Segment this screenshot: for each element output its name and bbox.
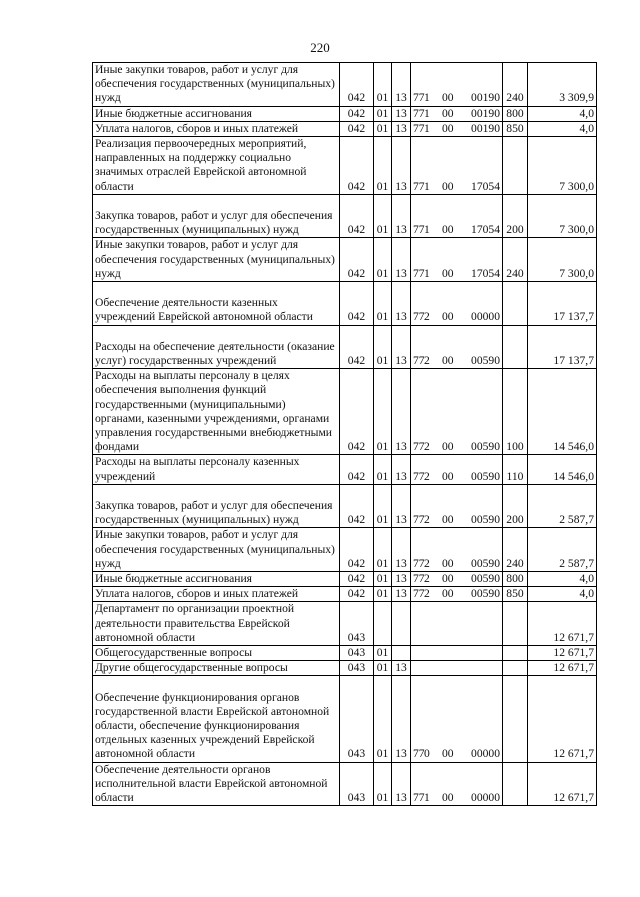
target-article-part: 2 — [424, 354, 430, 368]
amount: 2 587,7 — [528, 484, 597, 528]
glava-code: 043 — [340, 676, 374, 762]
section-code: 01 — [374, 121, 392, 136]
target-article-part: 77 — [413, 310, 425, 324]
target-article-part: 1 — [424, 121, 430, 135]
amount: 7 300,0 — [528, 194, 597, 238]
row-name: Реализация первоочередных мероприятий, направленных на поддержку социально значимых отраслей Еврейской автономной области — [93, 137, 340, 195]
table-row — [93, 587, 597, 602]
target-article-part: 00 — [442, 469, 454, 483]
target-article-part: 00190 — [471, 106, 500, 120]
target-article-code — [411, 484, 503, 528]
row-name: Иные бюджетные ассигнования — [93, 572, 340, 587]
target-article-part: 77 — [413, 469, 425, 483]
glava-code: 043 — [340, 762, 374, 806]
section-code: 01 — [374, 572, 392, 587]
row-name: Расходы на выплаты персоналу казенных учреждений — [93, 455, 340, 484]
section-code: 01 — [374, 325, 392, 369]
target-article-part: 00590 — [471, 587, 500, 601]
glava-code: 042 — [340, 587, 374, 602]
expense-type-code — [503, 676, 528, 762]
table-row — [93, 646, 597, 661]
amount: 12 671,7 — [528, 646, 597, 661]
glava-code: 042 — [340, 572, 374, 587]
row-name: Закупка товаров, работ и услуг для обеспечения государственных (муниципальных) нужд — [93, 484, 340, 528]
subsection-code: 13 — [392, 587, 411, 602]
expense-type-code: 800 — [503, 572, 528, 587]
row-name: Расходы на обеспечение деятельности (оказание услуг) государственных учреждений — [93, 325, 340, 369]
subsection-code: 13 — [392, 455, 411, 484]
target-article-code — [411, 121, 503, 136]
row-name: Другие общегосударственные вопросы — [93, 661, 340, 676]
target-article-part: 00 — [442, 179, 454, 193]
page-number: 220 — [310, 40, 330, 55]
glava-code: 042 — [340, 238, 374, 282]
target-article-part: 1 — [424, 266, 430, 280]
subsection-code: 13 — [392, 63, 411, 107]
amount: 14 546,0 — [528, 455, 597, 484]
glava-code: 042 — [340, 282, 374, 326]
expense-type-code — [503, 325, 528, 369]
target-article-part: 2 — [424, 556, 430, 570]
target-article-part: 2 — [424, 513, 430, 527]
table-row — [93, 325, 597, 369]
target-article-part: 77 — [413, 556, 425, 570]
subsection-code: 13 — [392, 194, 411, 238]
section-code: 01 — [374, 676, 392, 762]
expense-type-code — [503, 282, 528, 326]
target-article-part: 0 — [424, 747, 430, 761]
table-row — [93, 762, 597, 806]
amount: 2 587,7 — [528, 528, 597, 572]
target-article-code — [411, 282, 503, 326]
target-article-part: 77 — [413, 572, 425, 586]
target-article-part: 2 — [424, 572, 430, 586]
target-article-code — [411, 646, 503, 661]
row-name: Обеспечение деятельности органов исполнительной власти Еврейской автономной области — [93, 762, 340, 806]
target-article-part: 00190 — [471, 91, 500, 105]
table-row — [93, 676, 597, 762]
target-article-part: 17054 — [471, 266, 500, 280]
glava-code: 042 — [340, 484, 374, 528]
target-article-part: 00 — [442, 266, 454, 280]
section-code: 01 — [374, 455, 392, 484]
target-article-part: 1 — [424, 179, 430, 193]
row-name: Обеспечение деятельности казенных учреждений Еврейской автономной области — [93, 282, 340, 326]
target-article-part: 77 — [413, 179, 425, 193]
subsection-code: 13 — [392, 369, 411, 455]
target-article-part: 77 — [413, 440, 425, 454]
table-row — [93, 602, 597, 646]
subsection-code: 13 — [392, 121, 411, 136]
target-article-part: 77 — [413, 106, 425, 120]
target-article-part: 77 — [413, 747, 425, 761]
target-article-part: 00 — [442, 223, 454, 237]
target-article-part: 00000 — [471, 791, 500, 805]
subsection-code — [392, 602, 411, 646]
section-code: 01 — [374, 661, 392, 676]
row-name: Уплата налогов, сборов и иных платежей — [93, 587, 340, 602]
target-article-part: 00 — [442, 91, 454, 105]
table-row — [93, 137, 597, 195]
target-article-part: 00 — [442, 440, 454, 454]
target-article-part: 00 — [442, 747, 454, 761]
target-article-part: 2 — [424, 469, 430, 483]
row-name: Уплата налогов, сборов и иных платежей — [93, 121, 340, 136]
target-article-part: 77 — [413, 121, 425, 135]
section-code: 01 — [374, 106, 392, 121]
target-article-part: 1 — [424, 106, 430, 120]
subsection-code: 13 — [392, 762, 411, 806]
target-article-code — [411, 661, 503, 676]
glava-code: 042 — [340, 121, 374, 136]
target-article-part: 00000 — [471, 310, 500, 324]
target-article-part: 1 — [424, 223, 430, 237]
glava-code: 043 — [340, 661, 374, 676]
target-article-part: 1 — [424, 791, 430, 805]
table-row — [93, 661, 597, 676]
target-article-code — [411, 762, 503, 806]
target-article-part: 00 — [442, 121, 454, 135]
glava-code: 042 — [340, 528, 374, 572]
target-article-part: 77 — [413, 587, 425, 601]
table-row — [93, 455, 597, 484]
table-row — [93, 282, 597, 326]
subsection-code: 13 — [392, 325, 411, 369]
row-name: Закупка товаров, работ и услуг для обеспечения государственных (муниципальных) нужд — [93, 194, 340, 238]
expense-type-code — [503, 602, 528, 646]
row-name: Обеспечение функционирования органов государственной власти Еврейской автономной области, обеспечение функционирования отдельных казенных учреждений Еврейской автономной области — [93, 676, 340, 762]
glava-code: 042 — [340, 106, 374, 121]
target-article-part: 77 — [413, 91, 425, 105]
table-row — [93, 106, 597, 121]
target-article-part: 00 — [442, 106, 454, 120]
row-name: Расходы на выплаты персоналу в целях обеспечения выполнения функций государственными (муниципальными) органами, казенными учреждениями, органами управления государственными внебюджетными фондами — [93, 369, 340, 455]
amount: 12 671,7 — [528, 676, 597, 762]
target-article-code — [411, 325, 503, 369]
row-name: Общегосударственные вопросы — [93, 646, 340, 661]
row-name: Иные закупки товаров, работ и услуг для обеспечения государственных (муниципальных) нужд — [93, 238, 340, 282]
target-article-part: 2 — [424, 440, 430, 454]
target-article-part: 00590 — [471, 572, 500, 586]
target-article-part: 77 — [413, 791, 425, 805]
glava-code: 042 — [340, 194, 374, 238]
target-article-part: 00 — [442, 354, 454, 368]
target-article-code — [411, 238, 503, 282]
table-row — [93, 121, 597, 136]
section-code: 01 — [374, 646, 392, 661]
expense-type-code: 200 — [503, 484, 528, 528]
target-article-code — [411, 587, 503, 602]
target-article-code — [411, 194, 503, 238]
target-article-part: 00 — [442, 556, 454, 570]
amount: 14 546,0 — [528, 369, 597, 455]
target-article-code — [411, 369, 503, 455]
target-article-code — [411, 455, 503, 484]
glava-code: 043 — [340, 646, 374, 661]
subsection-code — [392, 646, 411, 661]
row-name: Иные закупки товаров, работ и услуг для обеспечения государственных (муниципальных) нужд — [93, 528, 340, 572]
target-article-part: 00590 — [471, 354, 500, 368]
budget-table — [92, 62, 597, 806]
amount: 12 671,7 — [528, 762, 597, 806]
section-code: 01 — [374, 194, 392, 238]
expense-type-code: 850 — [503, 121, 528, 136]
target-article-part: 2 — [424, 310, 430, 324]
section-code: 01 — [374, 369, 392, 455]
target-article-part: 00 — [442, 513, 454, 527]
glava-code: 042 — [340, 369, 374, 455]
target-article-part: 2 — [424, 587, 430, 601]
amount: 3 309,9 — [528, 63, 597, 107]
expense-type-code: 200 — [503, 194, 528, 238]
expense-type-code: 240 — [503, 238, 528, 282]
target-article-part: 00000 — [471, 747, 500, 761]
subsection-code: 13 — [392, 528, 411, 572]
glava-code: 042 — [340, 137, 374, 195]
expense-type-code — [503, 646, 528, 661]
table-row — [93, 63, 597, 107]
section-code: 01 — [374, 528, 392, 572]
glava-code: 043 — [340, 602, 374, 646]
target-article-part: 77 — [413, 354, 425, 368]
section-code: 01 — [374, 762, 392, 806]
target-article-code — [411, 63, 503, 107]
target-article-part: 00590 — [471, 556, 500, 570]
target-article-part: 17054 — [471, 223, 500, 237]
amount: 7 300,0 — [528, 238, 597, 282]
target-article-part: 00590 — [471, 513, 500, 527]
amount: 7 300,0 — [528, 137, 597, 195]
target-article-code — [411, 602, 503, 646]
subsection-code: 13 — [392, 238, 411, 282]
target-article-part: 77 — [413, 223, 425, 237]
amount: 4,0 — [528, 121, 597, 136]
target-article-code — [411, 528, 503, 572]
amount: 17 137,7 — [528, 282, 597, 326]
table-row — [93, 194, 597, 238]
amount: 4,0 — [528, 587, 597, 602]
subsection-code: 13 — [392, 676, 411, 762]
expense-type-code — [503, 661, 528, 676]
amount: 4,0 — [528, 106, 597, 121]
target-article-part: 77 — [413, 513, 425, 527]
target-article-part: 00 — [442, 572, 454, 586]
expense-type-code — [503, 137, 528, 195]
table-row — [93, 572, 597, 587]
target-article-part: 00 — [442, 791, 454, 805]
section-code: 01 — [374, 587, 392, 602]
table-row — [93, 528, 597, 572]
expense-type-code: 110 — [503, 455, 528, 484]
glava-code: 042 — [340, 325, 374, 369]
expense-type-code — [503, 762, 528, 806]
expense-type-code: 240 — [503, 528, 528, 572]
target-article-part: 77 — [413, 266, 425, 280]
expense-type-code: 850 — [503, 587, 528, 602]
amount: 4,0 — [528, 572, 597, 587]
target-article-part: 1 — [424, 91, 430, 105]
table-row — [93, 484, 597, 528]
target-article-code — [411, 572, 503, 587]
subsection-code: 13 — [392, 282, 411, 326]
section-code: 01 — [374, 238, 392, 282]
expense-type-code: 240 — [503, 63, 528, 107]
row-name: Департамент по организации проектной деятельности правительства Еврейской автономной области — [93, 602, 340, 646]
target-article-part: 00 — [442, 310, 454, 324]
amount: 12 671,7 — [528, 602, 597, 646]
target-article-code — [411, 137, 503, 195]
target-article-part: 00590 — [471, 440, 500, 454]
glava-code: 042 — [340, 455, 374, 484]
section-code — [374, 602, 392, 646]
subsection-code: 13 — [392, 106, 411, 121]
glava-code: 042 — [340, 63, 374, 107]
section-code: 01 — [374, 484, 392, 528]
section-code: 01 — [374, 63, 392, 107]
target-article-code — [411, 676, 503, 762]
target-article-part: 00590 — [471, 469, 500, 483]
amount: 12 671,7 — [528, 661, 597, 676]
table-row — [93, 238, 597, 282]
target-article-part: 00 — [442, 587, 454, 601]
subsection-code: 13 — [392, 572, 411, 587]
subsection-code: 13 — [392, 661, 411, 676]
amount: 17 137,7 — [528, 325, 597, 369]
target-article-part: 00190 — [471, 121, 500, 135]
row-name: Иные закупки товаров, работ и услуг для обеспечения государственных (муниципальных) нужд — [93, 63, 340, 107]
section-code: 01 — [374, 137, 392, 195]
section-code: 01 — [374, 282, 392, 326]
expense-type-code: 800 — [503, 106, 528, 121]
budget-table-body — [93, 63, 597, 806]
target-article-part: 17054 — [471, 179, 500, 193]
row-name: Иные бюджетные ассигнования — [93, 106, 340, 121]
target-article-code — [411, 106, 503, 121]
subsection-code: 13 — [392, 137, 411, 195]
expense-type-code: 100 — [503, 369, 528, 455]
subsection-code: 13 — [392, 484, 411, 528]
table-row — [93, 369, 597, 455]
